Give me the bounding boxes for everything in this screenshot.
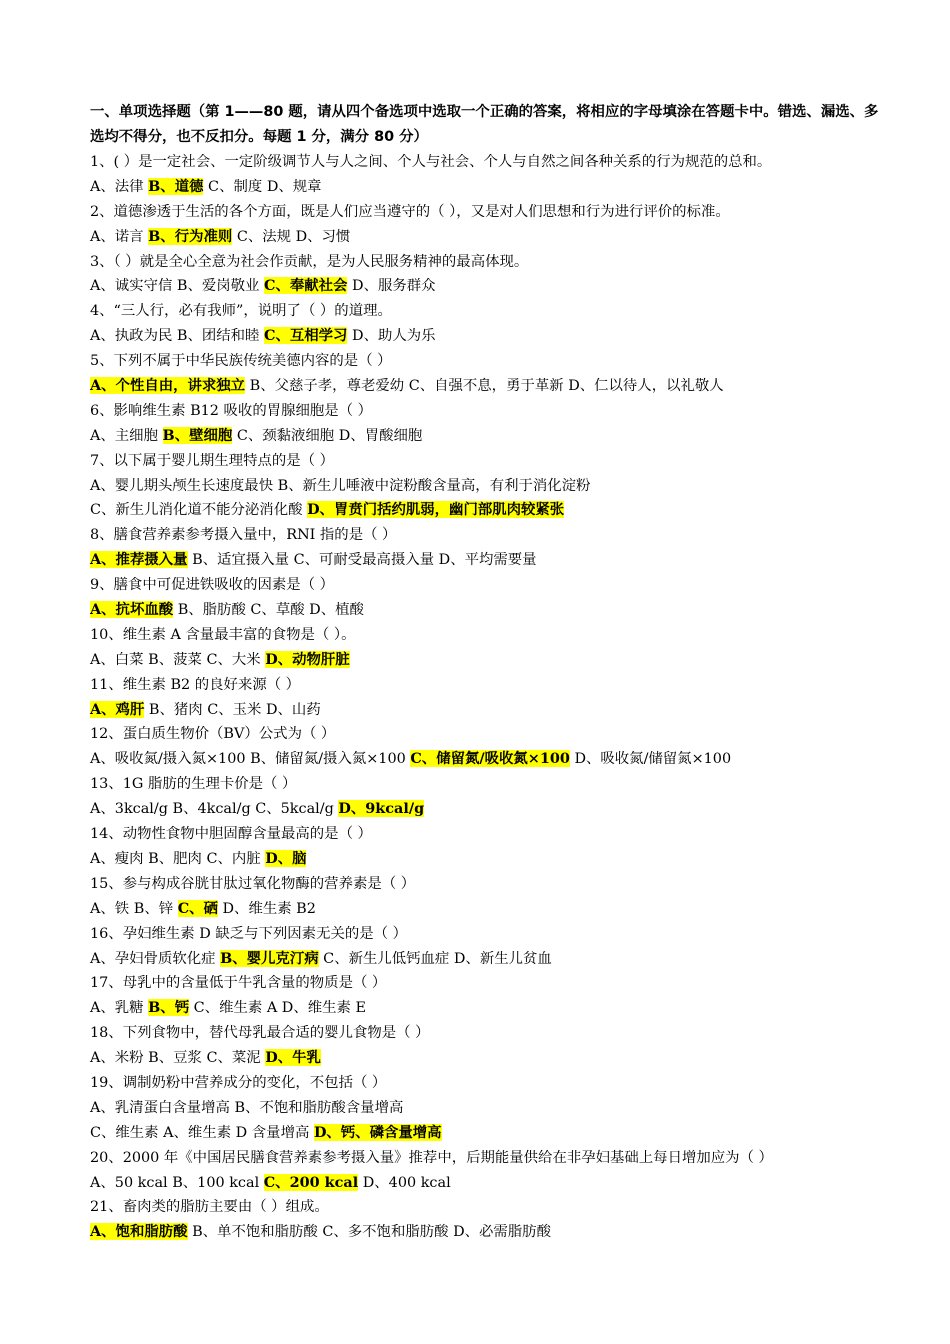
highlighted-answer: C、互相学习 <box>264 327 348 345</box>
text-line <box>90 1096 880 1121</box>
text-line <box>90 150 880 175</box>
text-line <box>90 250 880 275</box>
line-text: 20、2000 年《中国居民膳食营养素参考摄入量》推荐中，后期能量供给在非孕妇基础上每日增加应为（ ） <box>90 1149 773 1166</box>
highlighted-answer: D、脑 <box>265 849 307 867</box>
line-text: D、服务群众 <box>347 278 436 295</box>
text-line <box>90 1195 880 1220</box>
line-text: 17、母乳中的含量低于牛乳含量的物质是（ ） <box>90 975 387 992</box>
text-line <box>90 474 880 499</box>
text-line <box>90 1146 880 1171</box>
line-text: 10、维生素 A 含量最丰富的食物是（ ）。 <box>90 626 356 643</box>
line-text: C、维生素 A、维生素 D 含量增高 <box>90 1124 314 1141</box>
line-text: C、法规 D、习惯 <box>232 228 351 245</box>
highlighted-answer: C、硒 <box>177 899 218 917</box>
text-line <box>90 1021 880 1046</box>
line-text: 6、影响维生素 B12 吸收的胃腺细胞是（ ） <box>90 402 373 419</box>
line-text: D、维生素 B2 <box>217 900 316 917</box>
line-text: 21、畜肉类的脂肪主要由（ ）组成。 <box>90 1199 329 1216</box>
text-line <box>90 1121 880 1146</box>
highlighted-answer: B、壁细胞 <box>162 426 233 444</box>
text-line <box>90 722 880 747</box>
highlighted-answer: C、储留氮/吸收氮×100 <box>410 750 570 768</box>
text-line <box>90 548 880 573</box>
line-text: 1、( ）是一定社会、一定阶级调节人与人之间、个人与社会、个人与自然之间各种关系的行为规范的总和。 <box>90 154 772 170</box>
text-line <box>90 399 880 424</box>
highlighted-answer: B、道德 <box>148 177 204 195</box>
text-line <box>90 598 880 623</box>
highlighted-answer: D、9kcal/g <box>338 800 425 818</box>
line-text: B、猪肉 C、玉米 D、山药 <box>144 701 321 718</box>
line-text: 11、维生素 B2 的良好来源（ ） <box>90 676 301 693</box>
highlighted-answer: B、钙 <box>148 999 190 1017</box>
text-line <box>90 225 880 250</box>
line-text: C、新生儿消化道不能分泌消化酸 <box>90 502 308 519</box>
text-line <box>90 324 880 349</box>
text-line <box>90 947 880 972</box>
line-text: D、400 kcal <box>358 1174 451 1191</box>
line-text: D、吸收氮/储留氮×100 <box>569 751 732 768</box>
line-text: B、父慈子孝，尊老爱幼 C、自强不息，勇于革新 D、仁以待人，以礼敬人 <box>245 378 724 395</box>
line-text: B、单不饱和脂肪酸 C、多不饱和脂肪酸 D、必需脂肪酸 <box>187 1224 551 1241</box>
text-line <box>90 1220 880 1245</box>
line-text: C、颈黏液细胞 D、胃酸细胞 <box>232 427 423 444</box>
text-line <box>90 698 880 723</box>
line-text: A、3kcal/g B、4kcal/g C、5kcal/g <box>90 801 339 818</box>
line-text: 7、以下属于婴儿期生理特点的是（ ） <box>90 452 334 469</box>
line-text: 4、“三人行，必有我师”，说明了（ ）的道理。 <box>90 303 392 320</box>
highlighted-answer: C、奉献社会 <box>264 277 348 295</box>
text-line <box>90 747 880 772</box>
line-text: A、婴儿期头颅生长速度最快 B、新生儿唾液中淀粉酸含量高，有利于消化淀粉 <box>90 477 591 494</box>
highlighted-answer: A、鸡肝 <box>90 700 145 718</box>
line-text: A、乳糖 <box>90 1000 149 1017</box>
section-heading: 一、单项选择题（第 1——80 题，请从四个备选项中选取一个正确的答案，将相应的字母填涂在答题卡中。错选、漏选、多选均不得分，也不反扣分。每题 1 分，满分 80 分） <box>90 104 879 145</box>
line-text: C、新生儿低钙血症 D、新生儿贫血 <box>318 950 552 967</box>
line-text: 16、孕妇维生素 D 缺乏与下列因素无关的是（ ） <box>90 925 407 942</box>
line-text: 12、蛋白质生物价（BV）公式为（ ） <box>90 726 336 743</box>
text-line <box>90 424 880 449</box>
text-line <box>90 648 880 673</box>
text-line <box>90 971 880 996</box>
text-line <box>90 1071 880 1096</box>
text-line <box>90 200 880 225</box>
text-line <box>90 772 880 797</box>
text-line <box>90 623 880 648</box>
line-text: 2、道德渗透于生活的各个方面，既是人们应当遵守的（ ），又是对人们思想和行为进行评价的标准。 <box>90 203 730 220</box>
line-text: A、孕妇骨质软化症 <box>90 950 221 967</box>
line-text: A、米粉 B、豆浆 C、菜泥 <box>90 1050 266 1067</box>
text-line <box>90 299 880 324</box>
line-text: A、执政为民 B、团结和睦 <box>90 328 265 345</box>
highlighted-answer: C、200 kcal <box>263 1173 359 1191</box>
text-line <box>90 1046 880 1071</box>
text-line <box>90 175 880 200</box>
line-text: A、白菜 B、菠菜 C、大米 <box>90 651 266 668</box>
text-line <box>90 822 880 847</box>
question-list <box>90 150 880 1245</box>
line-text: A、50 kcal B、100 kcal <box>90 1174 264 1191</box>
text-line <box>90 374 880 399</box>
line-text: A、主细胞 <box>90 427 163 444</box>
line-text: B、适宜摄入量 C、可耐受最高摄入量 D、平均需要量 <box>187 552 537 569</box>
highlighted-answer: B、婴儿克汀病 <box>220 949 319 967</box>
line-text: C、制度 D、规章 <box>203 178 322 195</box>
line-text: C、维生素 A D、维生素 E <box>189 1000 366 1017</box>
line-text: A、铁 B、锌 <box>90 900 178 917</box>
line-text: 19、调制奶粉中营养成分的变化，不包括（ ） <box>90 1074 387 1091</box>
line-text: D、助人为乐 <box>347 328 436 345</box>
text-line <box>90 573 880 598</box>
highlighted-answer: D、胃贲门括约肌弱，幽门部肌肉较紧张 <box>307 501 565 519</box>
highlighted-answer: A、个性自由，讲求独立 <box>90 377 246 395</box>
text-line <box>90 449 880 474</box>
highlighted-answer: A、推荐摄入量 <box>90 551 188 569</box>
line-text: 15、参与构成谷胱甘肽过氧化物酶的营养素是（ ） <box>90 875 416 892</box>
highlighted-answer: A、抗坏血酸 <box>90 601 174 619</box>
text-line <box>90 673 880 698</box>
text-line <box>90 1171 880 1196</box>
highlighted-answer: D、动物肝脏 <box>265 650 350 668</box>
line-text: A、诺言 <box>90 228 149 245</box>
line-text: B、脂肪酸 C、草酸 D、植酸 <box>173 602 364 619</box>
text-line <box>90 996 880 1021</box>
text-line <box>90 872 880 897</box>
text-line <box>90 349 880 374</box>
line-text: A、乳清蛋白含量增高 B、不饱和脂肪酸含量增高 <box>90 1099 404 1116</box>
highlighted-answer: D、牛乳 <box>265 1049 321 1067</box>
line-text: A、法律 <box>90 178 149 195</box>
line-text: A、吸收氮/摄入氮×100 B、储留氮/摄入氮×100 <box>90 751 411 768</box>
exam-page <box>90 100 880 1245</box>
line-text: 9、膳食中可促进铁吸收的因素是（ ） <box>90 577 334 594</box>
line-text: A、诚实守信 B、爱岗敬业 <box>90 278 265 295</box>
highlighted-answer: B、行为准则 <box>148 227 233 245</box>
line-text: 5、下列不属于中华民族传统美德内容的是（ ） <box>90 353 392 370</box>
text-line <box>90 523 880 548</box>
highlighted-answer: A、饱和脂肪酸 <box>90 1223 188 1241</box>
line-text: 3、（ ）就是全心全意为社会作贡献，是为人民服务精神的最高体现。 <box>90 253 529 270</box>
line-text: 8、膳食营养素参考摄入量中，RNI 指的是（ ） <box>90 527 397 544</box>
line-text: 14、动物性食物中胆固醇含量最高的是（ ） <box>90 826 372 843</box>
text-line <box>90 274 880 299</box>
line-text: 18、下列食物中，替代母乳最合适的婴儿食物是（ ） <box>90 1025 430 1042</box>
highlighted-answer: D、钙、磷含量增高 <box>313 1123 442 1141</box>
text-line <box>90 922 880 947</box>
text-line <box>90 498 880 523</box>
text-line <box>90 847 880 872</box>
line-text: 13、1G 脂肪的生理卡价是（ ） <box>90 776 297 793</box>
line-text: A、瘦肉 B、肥肉 C、内脏 <box>90 850 266 867</box>
text-line <box>90 797 880 822</box>
text-line <box>90 897 880 922</box>
